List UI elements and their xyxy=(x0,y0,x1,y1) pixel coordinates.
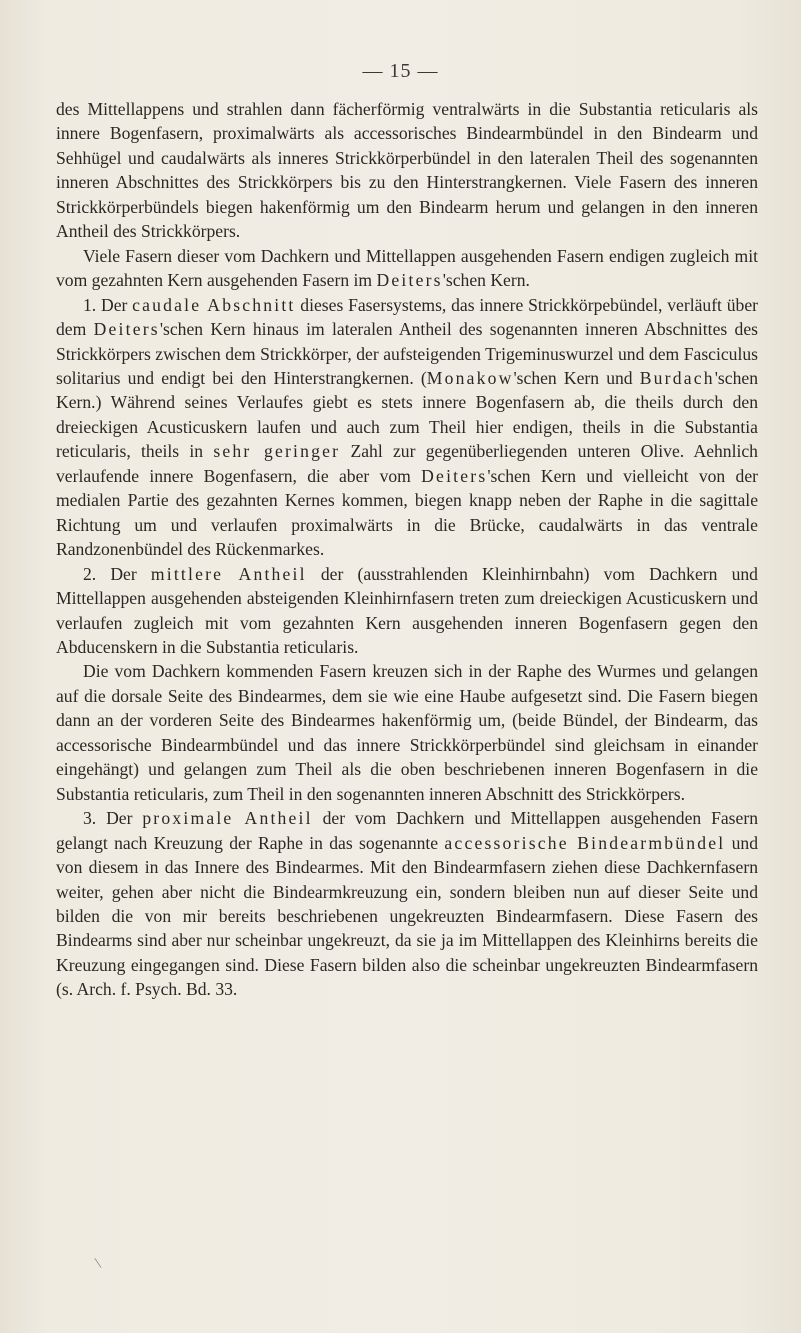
paragraph xyxy=(56,293,758,562)
emphasized-text: Monakow xyxy=(426,367,514,388)
text-run: dieses Fasersystems, das innere Strickkörpebündel, verläuft über dem xyxy=(56,294,758,340)
page-number: — 15 — xyxy=(362,60,439,82)
text-run: des Mittellappens und strahlen dann fächerförmig ventralwärts in die Substantia reticularis als innere Bogenfasern, proximalwärts als accessorisches Bindearmbündel in den Bindearm und Sehhügel und caudalwärts als inneres Strickkörperbündel in den lateralen Theil des sogenannten inneren Abschnittes des Strickkörpers bis zu den Hinterstrangkernen. Viele Fasern des inneren Strickkörperbündels biegen hakenförmig um den Bindearm herum und gelangen in den inneren Antheil des Strickkörpers. xyxy=(56,99,758,242)
text-run: 1. Der xyxy=(83,294,133,315)
paragraph xyxy=(56,806,758,1002)
text-run: und von diesem in das Innere des Bindearmes. Mit den Bindearmfasern ziehen diese Dachkernfasern weiter, gehen aber nicht die Bindearmkreuzung ein, sondern bleiben nun auf dieser Seite und bilden die von mir bereits beschriebenen ungekreuzten Bindearmfasern. Diese Fasern des Bindearms sind aber nur scheinbar ungekreuzt, da sie ja im Mittellappen des Kleinhirns bereits die Kreuzung eingegangen sind. Diese Fasern bilden also die scheinbar ungekreuzten Bindearmfasern (s. Arch. f. Psych. Bd. 33. xyxy=(56,832,759,1000)
emphasized-text: Deiters xyxy=(421,465,488,486)
text-run: der vom Dachkern und Mittellappen ausgehenden Fasern gelangt nach Kreuzung der Raphe in das sogenannte xyxy=(56,808,758,853)
text-run: 'schen Kern und vielleicht von der medialen Partie des gezahnten Kernes kommen, biegen knapp neben der Raphe in die sagittale Richtung um und verlaufen proximalwärts in die Brücke, caudalwärts in das ventrale Randzonenbündel des Rückenmarkes. xyxy=(56,465,758,560)
stray-pen-mark: \ xyxy=(93,1254,103,1273)
text-run: 'schen Kern.) Während seines Verlaufes giebt es stets innere Bogenfasern ab, die theils durch den dreieckigen Acusticuskern laufen und auch zum Theil hier endigen, theils in die Substantia reticularis, theils in xyxy=(56,367,758,462)
emphasized-text: Deiters xyxy=(93,319,160,340)
paragraph xyxy=(56,562,758,660)
emphasized-text: proximale Antheil xyxy=(142,808,313,829)
text-run: Viele Fasern dieser vom Dachkern und Mittellappen ausgehenden Fasern endigen zugleich mit vom gezahnten Kern ausgehenden Fasern im xyxy=(56,245,758,291)
emphasized-text: caudale Abschnitt xyxy=(132,294,296,315)
text-run: 3. Der xyxy=(83,808,143,829)
paragraph xyxy=(56,97,758,244)
emphasized-text: sehr geringer xyxy=(213,441,341,462)
text-run: 'schen Kern und xyxy=(513,367,640,388)
text-run: Zahl zur gegenüberliegenden unteren Olive. Aehnlich verlaufende innere Bogenfasern, die aber vom xyxy=(56,441,758,486)
text-run: der (ausstrahlenden Kleinhirnbahn) vom Dachkern und Mittellappen ausgehenden absteigenden Kleinhirnfasern treten zum dreieckigen Acusticuskern und verlaufen zugleich mit vom gezahnten Kern ausgehenden inneren Bogenfasern gegen den Abducenskern in die Substantia reticularis. xyxy=(56,563,758,657)
emphasized-text: Deiters xyxy=(376,270,443,291)
emphasized-text: mittlere Antheil xyxy=(150,563,307,584)
text-run: Die vom Dachkern kommenden Fasern kreuzen sich in der Raphe des Wurmes und gelangen auf die dorsale Seite des Bindearmes, dem sie wie eine Haube aufgesetzt sind. Die Fasern biegen dann an der vorderen Seite des Bindearmes hakenförmig um, (beide Bündel, der Bindearm, das accessorische Bindearmbündel und das innere Strickkörperbündel sind gleichsam in einander eingehängt) und gelangen zum Theil als die oben beschriebenen inneren Bogenfasern in die Substantia reticularis, zum Theil in den sogenannten inneren Abschnitt des Strickkörpers. xyxy=(56,661,758,804)
text-run: 2. Der xyxy=(83,563,151,584)
text-run: 'schen Kern. xyxy=(442,270,530,291)
emphasized-text: Burdach xyxy=(639,367,715,388)
body-text xyxy=(56,97,758,1002)
paragraph xyxy=(56,244,758,293)
emphasized-text: accessorische Bindearmbündel xyxy=(444,832,726,853)
text-run: 'schen Kern hinaus im lateralen Antheil des sogenannten inneren Abschnittes des Strickkörpers zwischen dem Strickkörper, der aufsteigenden Trigeminuswurzel und dem Fasciculus solitarius und endigt bei den Hinterstrangkernen. ( xyxy=(56,319,759,388)
paragraph xyxy=(56,659,758,806)
